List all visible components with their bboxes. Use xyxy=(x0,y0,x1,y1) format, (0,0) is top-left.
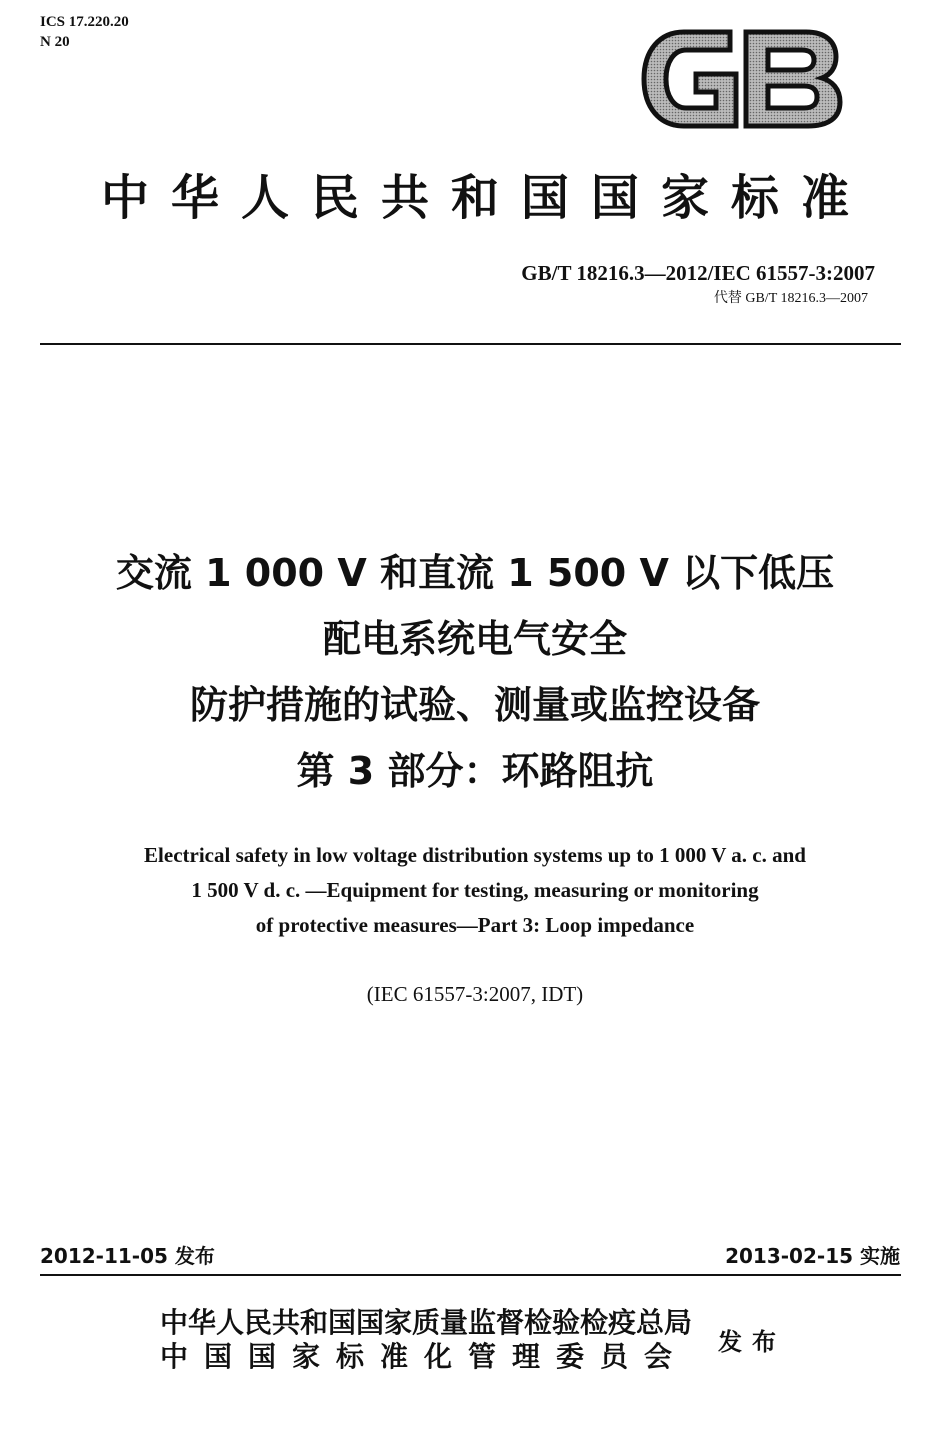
issue-date: 2012-11-05 发布 xyxy=(40,1244,215,1268)
publish-label: 发布 xyxy=(718,1328,786,1356)
implementation-date: 2013-02-15 实施 xyxy=(725,1244,900,1268)
issuer-line: 中国国家标准化管理委员会 xyxy=(160,1340,689,1373)
english-title-line: of protective measures—Part 3: Loop impedance xyxy=(255,913,695,937)
iec-equivalence: (IEC 61557-3:2007, IDT) xyxy=(366,982,584,1006)
ccs-code: N 20 xyxy=(40,34,70,50)
gb-logo-icon xyxy=(638,24,846,134)
footer-divider xyxy=(40,1274,901,1276)
issuing-authorities xyxy=(160,1306,692,1374)
standard-number: GB/T 18216.3—2012/IEC 61557-3:2007 xyxy=(521,261,875,285)
issuer-line: 中华人民共和国国家质量监督检验检疫总局 xyxy=(160,1306,693,1339)
english-title-line: 1 500 V d. c. —Equipment for testing, measuring or monitoring xyxy=(191,878,759,902)
header-divider xyxy=(40,343,901,345)
classification-codes xyxy=(40,12,129,52)
english-title-line: Electrical safety in low voltage distribution systems up to 1 000 V a. c. and xyxy=(144,843,806,867)
national-standard-title: 中华人民共和国国家标准 xyxy=(100,170,871,226)
ics-code: ICS 17.220.20 xyxy=(40,14,129,30)
english-title xyxy=(0,838,950,943)
chinese-title-line: 第 3 部分：环路阻抗 xyxy=(296,749,654,793)
chinese-title-line: 防护措施的试验、测量或监控设备 xyxy=(189,683,760,727)
replaces-standard: 代替 GB/T 18216.3—2007 xyxy=(713,291,868,306)
chinese-title xyxy=(0,540,950,804)
chinese-title-line: 配电系统电气安全 xyxy=(322,617,627,661)
chinese-title-line: 交流 1 000 V 和直流 1 500 V 以下低压 xyxy=(115,551,835,595)
